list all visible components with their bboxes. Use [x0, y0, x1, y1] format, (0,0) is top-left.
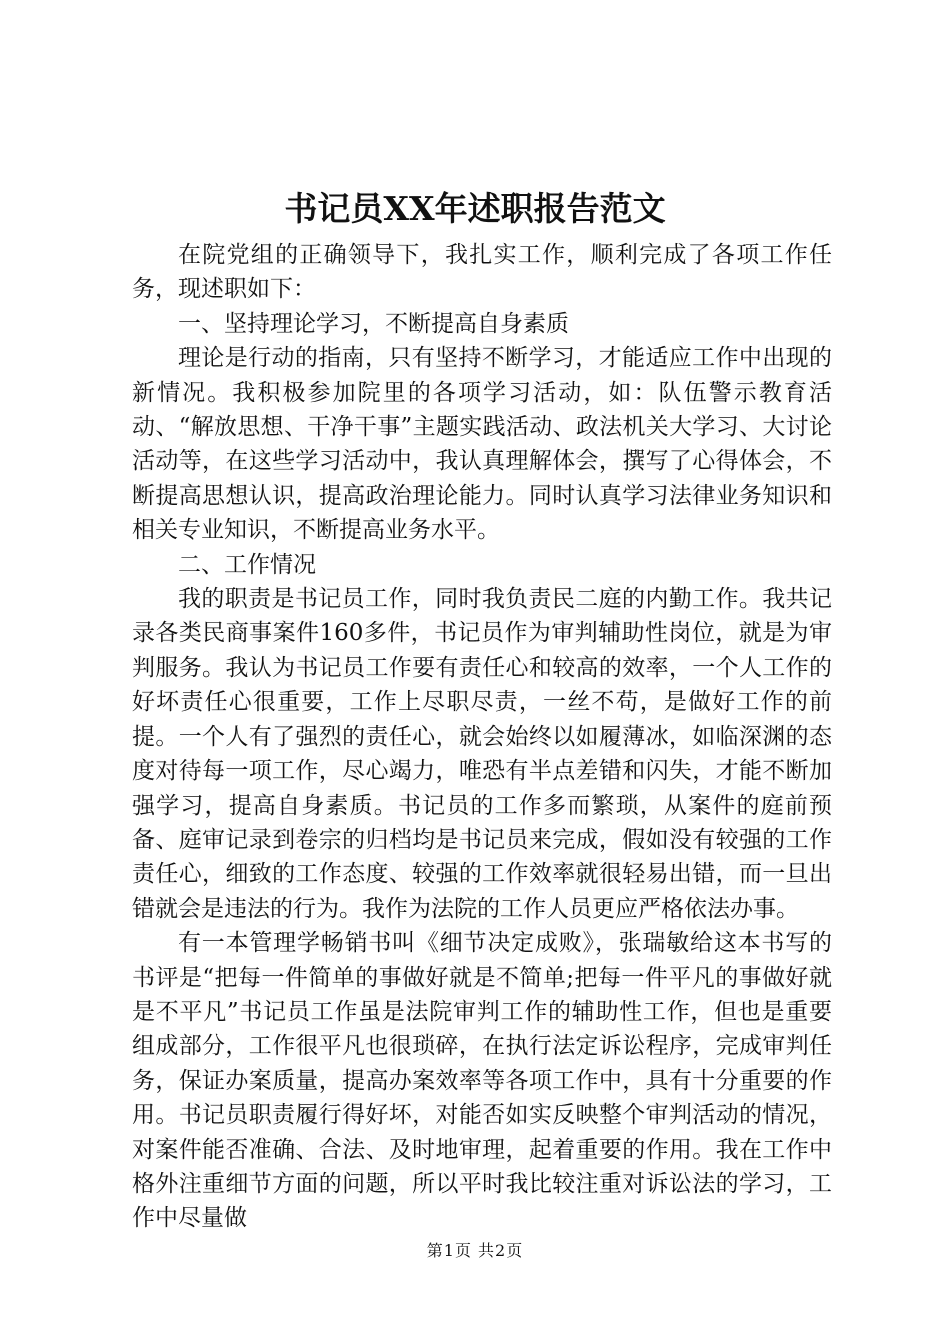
document-title: 书记员XX年述职报告范文 [284, 189, 666, 228]
paragraph-details: 有一本管理学畅销书叫《细节决定成败》，张瑞敏给这本书写的书评是“把每一件简单的事做好就是不简单;把每一件平凡的事做好就是不平凡”书记员工作虽是法院审判工作的辅助性工作，但也是重要组成部分，工作很平凡也很琐碎，在执行法定诉讼程序，完成审判任务，保证办案质量，提高办案效率等各项工作中，具有十分重要的作用。书记员职责履行得好坏，对能否如实反映整个审判活动的情况，对案件能否准确、合法、及时地审理，起着重要的作用。我在工作中格外注重细节方面的问题，所以平时我比较注重对诉讼法的学习，工作中尽量做 [132, 930, 832, 1232]
section-heading-1: 一、坚持理论学习，不断提高自身素质 [178, 310, 569, 337]
paragraph-intro: 在院党组的正确领导下，我扎实工作，顺利完成了各项工作任务，现述职如下： [132, 242, 832, 303]
document-body [132, 238, 832, 1236]
section-heading-2: 二、工作情况 [178, 551, 316, 578]
paragraph-work-duties: 我的职责是书记员工作，同时我负责民二庭的内勤工作。我共记录各类民商事案件160多件，书记员作为审判辅助性岗位，就是为审判服务。我认为书记员工作要有责任心和较高的效率，一个人工作的好坏责任心很重要，工作上尽职尽责，一丝不苟，是做好工作的前提。一个人有了强烈的责任心，就会始终以如履薄冰，如临深渊的态度对待每一项工作，尽心竭力，唯恐有半点差错和闪失，才能不断加强学习，提高自身素质。书记员的工作多而繁琐，从案件的庭前预备、庭审记录到卷宗的归档均是书记员来完成，假如没有较强的工作责任心，细致的工作态度、较强的工作效率就很轻易出错，而一旦出错就会是违法的行为。我作为法院的工作人员更应严格依法办事。 [132, 586, 832, 922]
page-number-footer: 第1页 共2页 [426, 1241, 524, 1260]
paragraph-theory-study: 理论是行动的指南，只有坚持不断学习，才能适应工作中出现的新情况。我积极参加院里的各项学习活动，如：队伍警示教育活动、“解放思想、干净干事”主题实践活动、政法机关大学习、大讨论活动等，在这些学习活动中，我认真理解体会，撰写了心得体会，不断提高思想认识，提高政治理论能力。同时认真学习法律业务知识和相关专业知识，不断提高业务水平。 [132, 345, 832, 544]
